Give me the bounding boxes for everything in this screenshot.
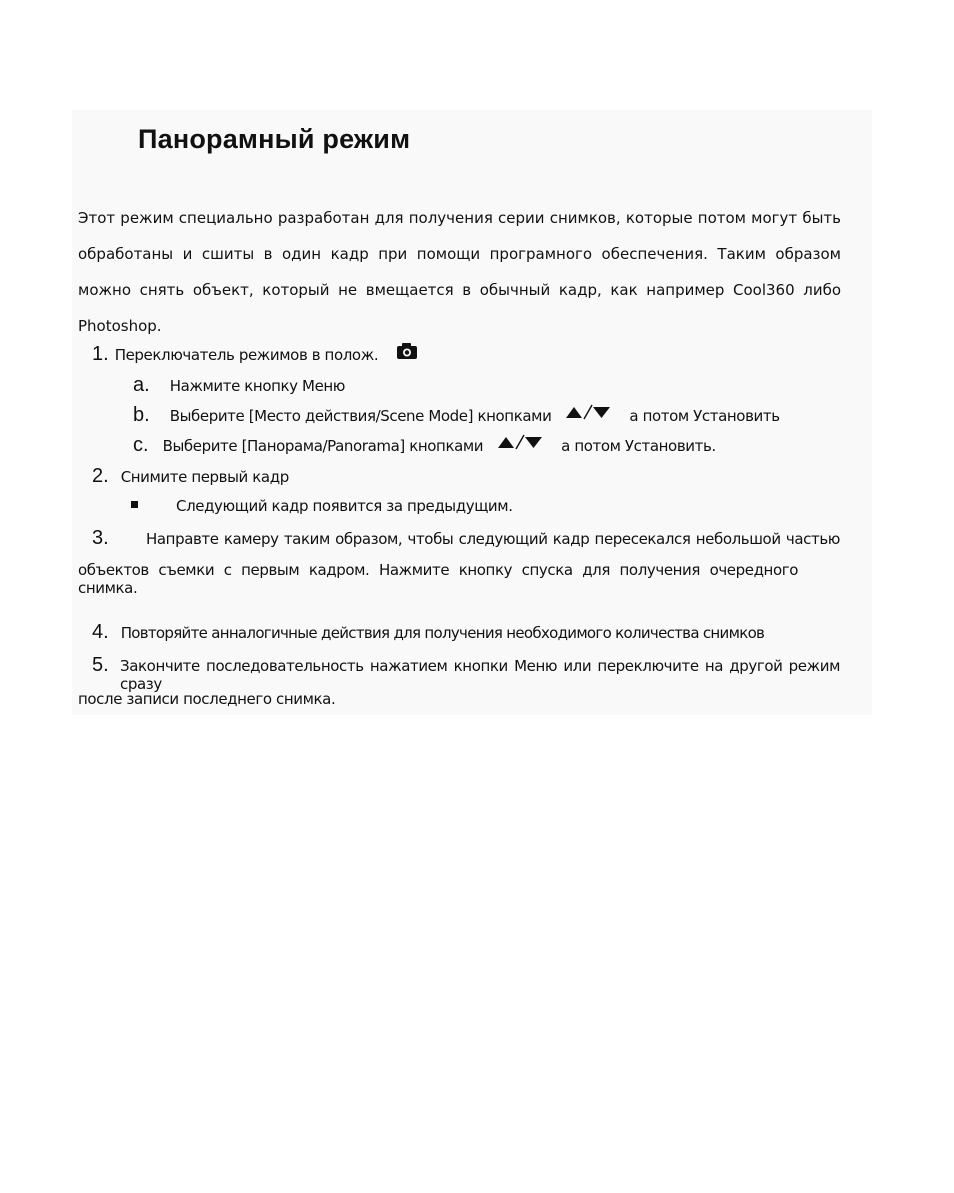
step-3-number-wrap: [92, 527, 115, 550]
step-1b-after: а потом Установить: [629, 407, 780, 425]
intro-paragraph: Этот режим специально разработан для получения серии снимков, которые потом могут быть обработаны и сшиты в один кадр при помощи програмного обеспечения. Таким образом можно снять объект, который не вмещается в обычный кадр, как например Cool360 либо Photoshop.: [78, 209, 841, 335]
up-down-arrows-icon: [565, 404, 611, 425]
step-1c-letter: c.: [133, 434, 149, 456]
step-2-bullet: [131, 497, 513, 516]
step-1-text: Переключатель режимов в полож.: [114, 346, 379, 364]
step-3-number: 3.: [92, 527, 109, 549]
step-2: [92, 465, 289, 488]
step-1b-text: Выберите [Место действия/Scene Mode] кнопками: [169, 407, 552, 425]
up-down-arrows-icon: [497, 434, 543, 455]
step-5-number-wrap: [92, 654, 115, 677]
page-title: Панорамный режим: [138, 124, 411, 154]
step-1a-text: Нажмите кнопку Меню: [169, 377, 346, 395]
step-1c: [133, 434, 716, 457]
step-4-text: Повторяйте анналогичные действия для получения необходимого количества снимков: [120, 624, 765, 642]
step-5-number: 5.: [92, 654, 109, 676]
step-5-line-1: Закончите последовательность нажатием кнопки Меню или переключите на другой режим сразу: [120, 657, 840, 693]
camera-icon: [396, 342, 418, 365]
step-2-number: 2.: [92, 465, 109, 487]
step-1a: [133, 374, 345, 397]
step-1: [92, 343, 418, 367]
step-2-bullet-text: Следующий кадр появится за предыдущим.: [176, 497, 513, 515]
step-1c-text: Выберите [Панорама/Panorama] кнопками: [162, 437, 484, 455]
step-5-line-2: после записи последнего снимка.: [78, 690, 336, 708]
step-3-line-1: Направте камеру таким образом, чтобы следующий кадр пересекался небольшой частью: [146, 530, 840, 548]
step-3-line-2: объектов съемки с первым кадром. Нажмите кнопку спуска для получения очередного снимка.: [78, 561, 798, 597]
step-1b: [133, 404, 780, 427]
step-1c-after: а потом Установить.: [561, 437, 716, 455]
bullet-square-icon: [131, 501, 138, 508]
step-4-number: 4.: [92, 621, 109, 643]
step-4: [92, 621, 764, 644]
step-1a-letter: a.: [133, 374, 150, 396]
step-1-number: 1.: [92, 343, 109, 365]
step-1b-letter: b.: [133, 404, 150, 426]
step-2-text: Снимите первый кадр: [120, 468, 289, 486]
